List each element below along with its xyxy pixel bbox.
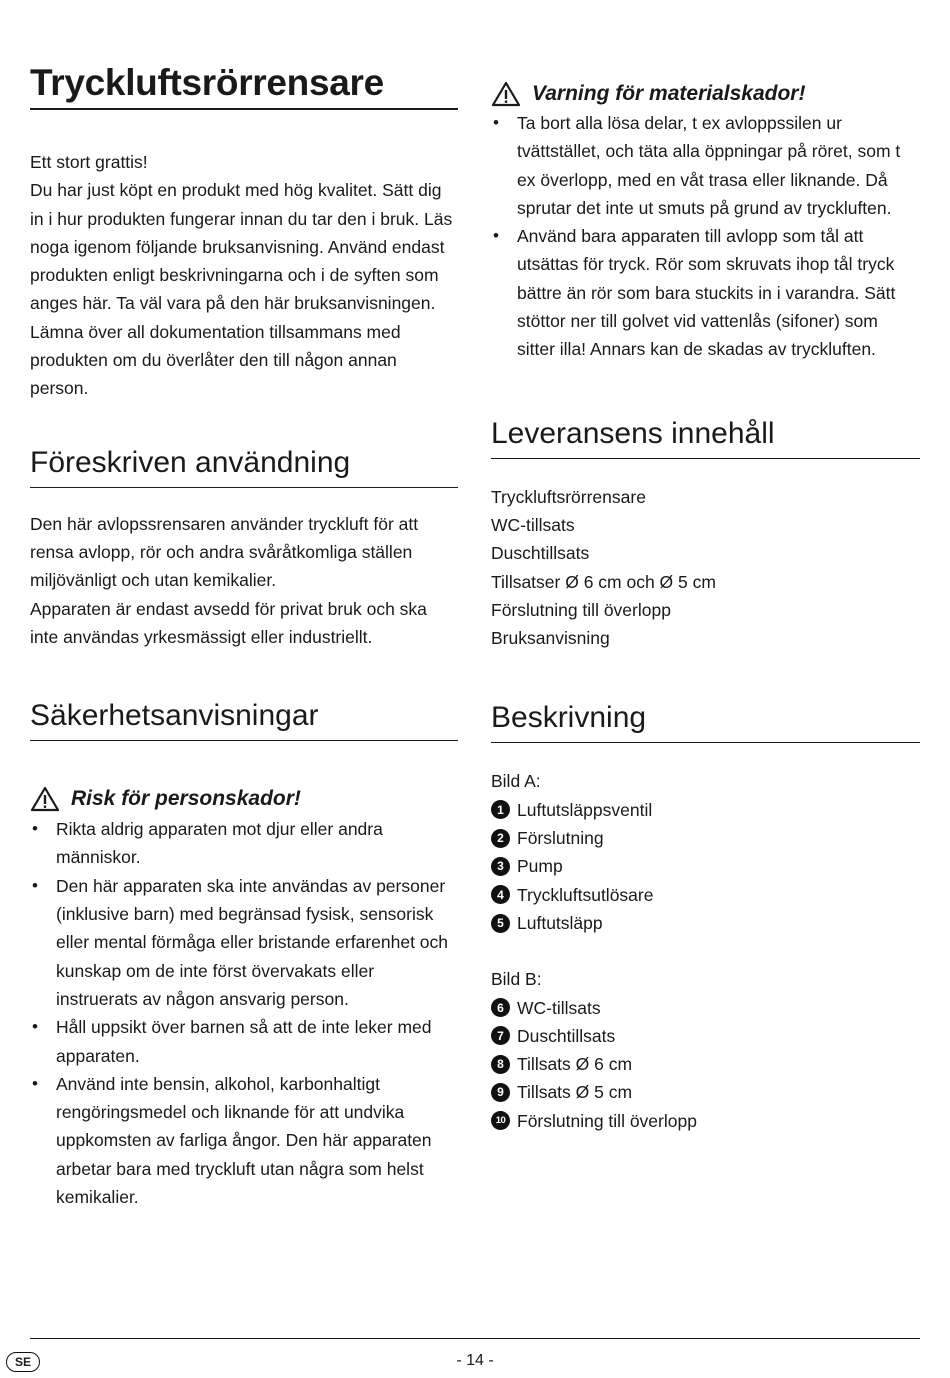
list-item: 9 Tillsats Ø 5 cm [491,1078,920,1106]
warning-triangle-icon [491,81,521,107]
number-badge: 10 [491,1111,510,1130]
list-item: WC-tillsats [491,514,575,535]
left-column [30,60,458,1211]
list-item: Förslutning till överlopp [491,599,671,620]
intro-greeting: Ett stort grattis! [30,152,148,172]
intro-text [30,148,458,403]
page-title: Tryckluftsrörrensare [30,60,458,110]
list-item: 2 Förslutning [491,824,920,852]
number-badge: 4 [491,885,510,904]
material-damage-warning [491,80,920,108]
list-item: 1 Luftutsläppsventil [491,796,920,824]
intended-use-text [30,510,458,651]
number-badge: 5 [491,914,510,933]
number-badge: 8 [491,1055,510,1074]
number-badge: 3 [491,857,510,876]
number-badge: 6 [491,998,510,1017]
list-item: 3 Pump [491,852,920,880]
list-item: Tryckluftsrörrensare [491,486,646,507]
number-badge: 1 [491,800,510,819]
language-badge: SE [6,1352,40,1372]
personal-injury-warning [30,785,458,813]
list-item: • Ta bort alla lösa delar, t ex avloppssilen ur tvättstället, och täta alla öppningar på röret, som t ex överlopp, med en våt trasa eller liknande. Då sprutar det inte ut smuts på grund av tryckluften. [493,113,901,218]
figure-a-parts [491,796,920,937]
figure-b-label: Bild B: [491,969,542,990]
footer-divider [30,1338,920,1339]
list-item: • Använd inte bensin, alkohol, karbonhaltigt rengöringsmedel och liknande för att undvika uppkomsten av farliga ångor. Den här apparaten arbetar bara med tryckluft utan några som helst kemikalier. [32,1073,432,1208]
right-column [491,80,920,1135]
number-badge: 7 [491,1026,510,1045]
list-item: 7 Duschtillsats [491,1022,920,1050]
list-item: 5 Luftutsläpp [491,909,920,937]
list-item: Tillsatser Ø 6 cm och Ø 5 cm [491,571,716,592]
list-item: • Håll uppsikt över barnen så att de inte leker med apparaten. [32,1017,432,1066]
list-item: Bruksanvisning [491,628,610,649]
list-item: 4 Tryckluftsutlösare [491,881,920,909]
safety-bullets [30,815,458,1211]
warning-title: Risk för personskador! [71,787,301,811]
figure-b-parts [491,994,920,1135]
intended-use-heading: Föreskriven användning [30,443,458,488]
list-item: 8 Tillsats Ø 6 cm [491,1050,920,1078]
warning-triangle-icon [30,786,60,812]
number-badge: 2 [491,829,510,848]
number-badge: 9 [491,1083,510,1102]
list-item: Duschtillsats [491,543,590,564]
intended-use-paragraph: Den här avlopssrensaren använder tryckluft för att rensa avlopp, rör och andra svåråtkomliga ställen miljövänligt och utan kemikalier. [30,513,419,591]
safety-heading: Säkerhetsanvisningar [30,696,458,741]
contents-list [491,483,920,653]
intended-use-paragraph: Apparaten är endast avsedd för privat bruk och ska inte användas yrkesmässigt eller industriellt. [30,598,427,647]
warning-title: Varning för materialskador! [532,82,806,105]
contents-heading: Leveransens innehåll [491,414,920,459]
list-item: • Den här apparaten ska inte användas av personer (inklusive barn) med begränsad fysisk, sensorisk eller mental förmåga eller bristande erfarenhet och kunskap om de inte först övervakats eller instruerats av någon ansvarig person. [32,875,449,1009]
list-item: 6 WC-tillsats [491,994,920,1022]
list-item: • Rikta aldrig apparaten mot djur eller andra människor. [32,819,383,868]
description-heading: Beskrivning [491,698,920,743]
figure-a-label: Bild A: [491,771,541,792]
intro-paragraph: Du har just köpt en produkt med hög kvalitet. Sätt dig in i hur produkten fungerar innan du tar den i bruk. Läs noga igenom följande bruksanvisning. Använd endast produkten enligt beskrivningarna och i de syften som anges här. Ta väl vara på den här bruksanvisningen. Lämna över all dokumentation tillsammans med produkten om du överlåter den till någon annan person. [30,180,453,399]
material-warning-bullets [491,109,920,364]
list-item: • Använd bara apparaten till avlopp som tål att utsättas för tryck. Rör som skruvats ihop tål tryck bättre än rör som bara stuckits in i varandra. Sätt stöttor ner till golvet vid vattenlås (sifoner) som sitter illa! Annars kan de skadas av tryckluften. [493,226,896,360]
page-number: - 14 - [456,1352,494,1369]
list-item: 10 Förslutning till överlopp [491,1107,920,1135]
